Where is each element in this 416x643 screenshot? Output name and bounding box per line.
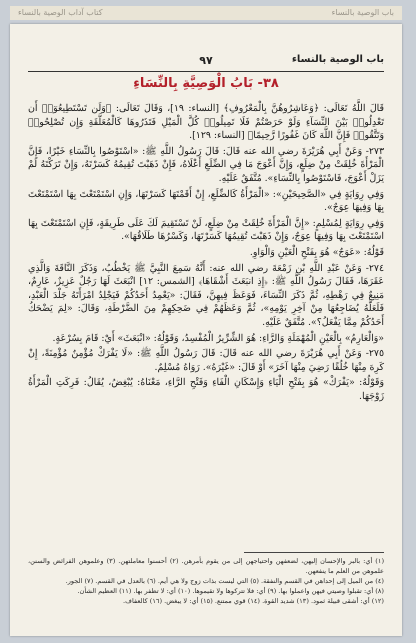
footnote-line: (٤) من الميل إلى إحداهن في القسم والنفقة. (٥) التي ليست بذات زوج ولا هي أيم. (٦) بالعدل في القسم. (٧) الجور. (65, 577, 384, 585)
footnote-line: (١) أي: بالبر والإحسان إليهن، لضعفهن واحتياجهن إلى من يقوم بأمرهن. (٢) أحسنوا معاملتهن. (٣) وعلموهن الفرائض والسنن، علموهن من العلم ما ينفعهن. (28, 557, 385, 575)
paragraph: قَالَ اللَّهُ تَعَالَى: ﴿وَعَاشِرُوهُنَّ بِالْمَعْرُوفِ﴾ [النساء: ١٩]، وَقَالَ تَعَالَى: ﴿وَلَن تَسْتَطِيعُوٓا۟ أَن تَعْدِلُوا۟ بَيْنَ النِّسَآءِ وَلَوْ حَرَصْتُمْ فَلَا تَمِيلُوا۟ كُلَّ الْمَيْلِ فَتَذَرُوهَا كَالْمُعَلَّقَةِ وَإِن تُصْلِحُوا۟ وَتَتَّقُوا۟ فَإِنَّ اللَّهَ كَانَ غَفُورًا رَّحِيمًا﴾ [النساء: ١٢٩]. (28, 103, 384, 142)
paragraph: ٢٧٤- وَعَنْ عَبْدِ اللَّهِ بْنِ زَمْعَةَ رضي الله عنه: أَنَّهُ سَمِعَ النَّبِيَّ ﷺ يَخْطُبُ، وَذَكَرَ النَّاقَةَ وَالَّذِي عَقَرَهَا، فَقَالَ رَسُولُ اللَّهِ ﷺ: ﴿إِذِ انبَعَثَ أَشْقَاهَا﴾ [الشمس: ١٢] انْبَعَثَ لَهَا رَجُلٌ عَزِيزٌ، عَارِمٌ، مَنِيعٌ فِي رَهْطِهِ، ثُمَّ ذَكَرَ النِّسَاءَ، فَوَعَظَ فِيهِنَّ، فَقَالَ: «يَعْمِدُ أَحَدُكُمْ فَيَجْلِدُ امْرَأَتَهُ جَلْدَ الْعَبْدِ، فَلَعَلَّهُ يُضَاجِعُهَا مِنْ آخِرِ يَوْمِهِ»، ثُمَّ وَعَظَهُمْ فِي ضَحِكِهِمْ مِنَ الضَّرْطَةِ، وَقَالَ: «لِمَ يَضْحَكُ أَحَدُكُمْ مِمَّا يَفْعَلُ؟». مُتَّفَقٌ عَلَيْهِ. (28, 262, 384, 328)
footnote-divider (244, 552, 384, 553)
book-page (10, 24, 402, 636)
paragraph: «وَالْعَارِمُ» بِالْعَيْنِ الْمُهْمَلَةِ وَالرَّاءِ: هُوَ الشِّرِّيرُ الْمُفْسِدُ، وَقَوْلُهُ: «انْبَعَثَ» أَيْ: قَامَ بِسُرْعَةٍ. (52, 332, 384, 344)
paragraph: ٢٧٣- وَعَنْ أَبِي هُرَيْرَةَ رضي الله عنه قَالَ: قَالَ رَسُولُ اللَّهِ ﷺ: «اسْتَوْصُوا بِالنِّسَاءِ خَيْرًا، فَإِنَّ الْمَرْأَةَ خُلِقَتْ مِنْ ضِلَعٍ، وَإِنَّ أَعْوَجَ مَا فِي الضِّلَعِ أَعْلَاهُ، فَإِنْ ذَهَبْتَ تُقِيمُهُ كَسَرْتَهُ، وَإِنْ تَرَكْتَهُ لَمْ يَزَلْ أَعْوَجَ، فَاسْتَوْصُوا بِالنِّسَاءِ». مُتَّفَقٌ عَلَيْهِ. (28, 145, 384, 184)
paragraph: وَقَوْلُهُ: «يَفْرَكْ» هُوَ بِفَتْحِ الْيَاءِ وَإِسْكَانِ الْفَاءِ وَفَتْحِ الرَّاءِ، مَعْنَاهُ: يُبْغِضُ، يُقَالُ: فَرِكَتِ الْمَرْأَةُ زَوْجَهَا. (28, 377, 384, 402)
paragraph: ٢٧٥- وَعَنْ أَبِي هُرَيْرَةَ رضي الله عنه قَالَ: قَالَ رَسُولُ اللَّهِ ﷺ: «لَا يَفْرَكْ مُؤْمِنٌ مُؤْمِنَةً، إِنْ كَرِهَ مِنْهَا خُلُقًا رَضِيَ مِنْهَا آخَرَ» أَوْ قَالَ: «غَيْرَهُ». رَوَاهُ مُسْلِمٌ. (28, 348, 384, 373)
header-divider (28, 71, 384, 72)
page-header (28, 54, 384, 72)
footnote-line: (١٢) أي: أشقى قبيلة ثمود. (١٣) شديد القوة. (١٤) قوي ممتنع. (١٥) أي: لا يبغض. (١٦) كالعفاف. (123, 597, 384, 605)
paragraph: وَفِي رِوَايَةٍ لِمُسْلِمٍ: «إِنَّ الْمَرْأَةَ خُلِقَتْ مِنْ ضِلَعٍ، لَنْ تَسْتَقِيمَ لَكَ عَلَى طَرِيقَةٍ، فَإِنِ اسْتَمْتَعْتَ بِهَا اسْتَمْتَعْتَ بِهَا وَفِيهَا عِوَجٌ، وَإِنْ ذَهَبْتَ تُقِيمُهَا كَسَرْتَهَا، وَكَسْرُهَا طَلَاقُهَا». (28, 217, 384, 243)
page-number: ٩٧ (199, 54, 213, 67)
chapter-title: ٣٨- بَابُ الْوَصِيَّةِ بِالنِّسَاءِ (133, 76, 279, 91)
paragraph: وَفِي رِوَايَةٍ فِي «الصَّحِيحَيْنِ»: «الْمَرْأَةُ كَالضِّلَعِ، إِنْ أَقَمْتَهَا كَسَرْتَهَا، وَإِنِ اسْتَمْتَعْتَ بِهَا اسْتَمْتَعْتَ بِهَا وَفِيهَا عِوَجٌ». (28, 188, 384, 214)
footnote-line: (٨) أي: تقبلوا وصيتي فيهن واعملوا بها. (٩) أي: فلا تتركوها ولا تقيموها. (١٠) أي: لا تظفر بها. (١١) العظيم الشأن. (77, 587, 384, 595)
running-title: باب الوصية بالنساء (291, 54, 384, 65)
footnotes (28, 556, 384, 606)
bleed-text-right: باب الوصية بالنساء (331, 8, 394, 17)
paragraph: قَوْلُهُ: «عَوَجٌ» هُوَ بِفَتْحِ الْعَيْنِ وَالْوَاوِ. (249, 246, 384, 258)
main-text (28, 102, 384, 405)
bleed-text-left: كتاب آداب الوصية بالنساء (18, 8, 103, 17)
previous-page-edge (10, 6, 402, 20)
